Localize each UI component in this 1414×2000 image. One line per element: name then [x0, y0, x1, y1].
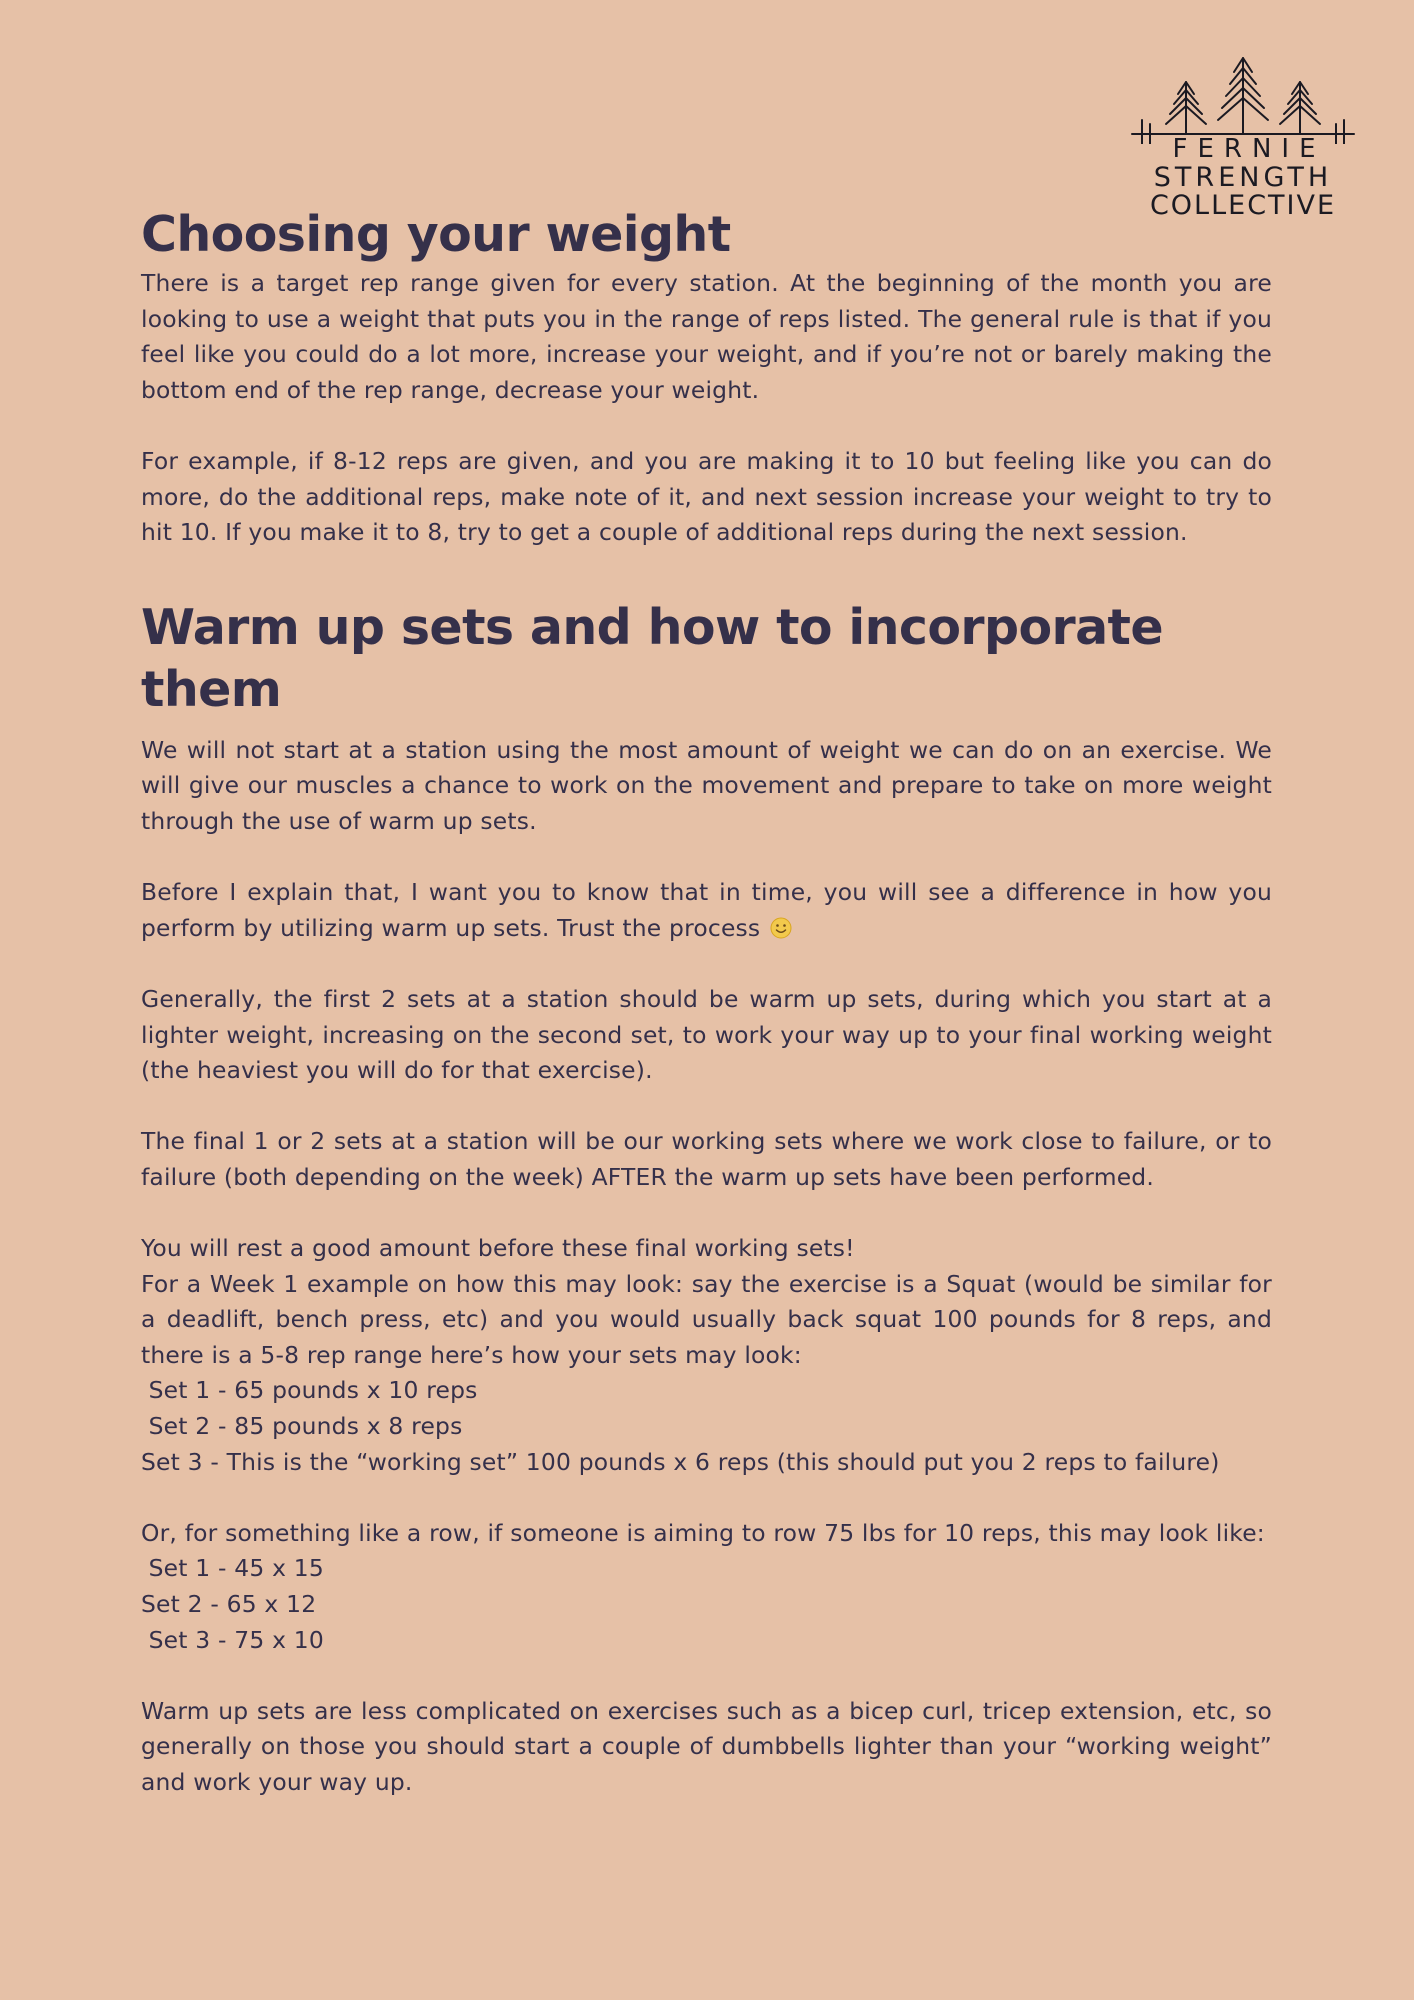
paragraph: There is a target rep range given for every station. At the beginning of the month you are looking to use a weight that puts you in the range of reps listed. The general rule is that if you feel like you could do a lot more, increase your weight, and if you’re not or barely making the bottom end of the rep range, decrease your weight. — [141, 269, 1272, 404]
smiley-face-icon — [770, 917, 792, 939]
list-item: Set 1 - 65 pounds x 10 reps — [141, 1376, 478, 1405]
paragraph-with-emoji — [141, 875, 1272, 946]
paragraph: The final 1 or 2 sets at a station will be our working sets where we work close to failure, or to failure (both depending on the week) AFTER the warm up sets have been performed. — [141, 1127, 1272, 1191]
logo-word-fernie: FERNIE — [1172, 134, 1326, 164]
section-title-choosing-weight: Choosing your weight — [141, 206, 731, 263]
paragraph: Warm up sets are less complicated on exercises such as a bicep curl, tricep extension, etc, so generally on those you should start a couple of dumbbells lighter than your “working weight” and work your way up. — [141, 1696, 1272, 1796]
brand-logo — [1128, 54, 1358, 224]
paragraph: You will rest a good amount before these final working sets! — [141, 1234, 855, 1263]
paragraph: For example, if 8-12 reps are given, and you are making it to 10 but feeling like you can do more, do the additional reps, make note of it, and next session increase your weight to try to hit 10. If you make it to 8, try to get a couple of additional reps during the next session. — [141, 446, 1272, 547]
paragraph: For a Week 1 example on how this may look: say the exercise is a Squat (would be similar for a deadlift, bench press, etc) and you would usually back squat 100 pounds for 8 reps, and there is a 5-8 rep range here’s how your sets may look: — [141, 1269, 1272, 1369]
list-item: Set 2 - 65 x 12 — [141, 1590, 317, 1618]
paragraph-text: Before I explain that, I want you to know that in time, you will see a difference in how you perform by utilizing warm up sets. Trust the process — [141, 878, 1272, 942]
list-item: Set 1 - 45 x 15 — [141, 1554, 324, 1583]
paragraph: We will not start at a station using the most amount of weight we can do on an exercise. We will give our muscles a chance to work on the movement and prepare to take on more weight through the use of warm up sets. — [141, 735, 1272, 835]
document-body — [141, 204, 1272, 1801]
logo-word-collective: COLLECTIVE — [1149, 190, 1337, 221]
paragraph: Generally, the first 2 sets at a station should be warm up sets, during which you start at a lighter weight, increasing on the second set, to work your way up to your final working weight (the heaviest you will do for that exercise). — [141, 984, 1272, 1085]
list-item: Set 2 - 85 pounds x 8 reps — [141, 1412, 463, 1441]
list-item: Set 3 - This is the “working set” 100 pounds x 6 reps (this should put you 2 reps to failure) — [141, 1447, 1220, 1476]
list-item: Set 3 - 75 x 10 — [141, 1625, 324, 1654]
logo-word-strength: STRENGTH — [1153, 162, 1333, 193]
section-title-warm-up: Warm up sets and how to incorporate them — [141, 598, 1163, 718]
paragraph: Or, for something like a row, if someone is aiming to row 75 lbs for 10 reps, this may look like: — [141, 1518, 1265, 1547]
barbell-trees-icon — [1128, 54, 1358, 144]
